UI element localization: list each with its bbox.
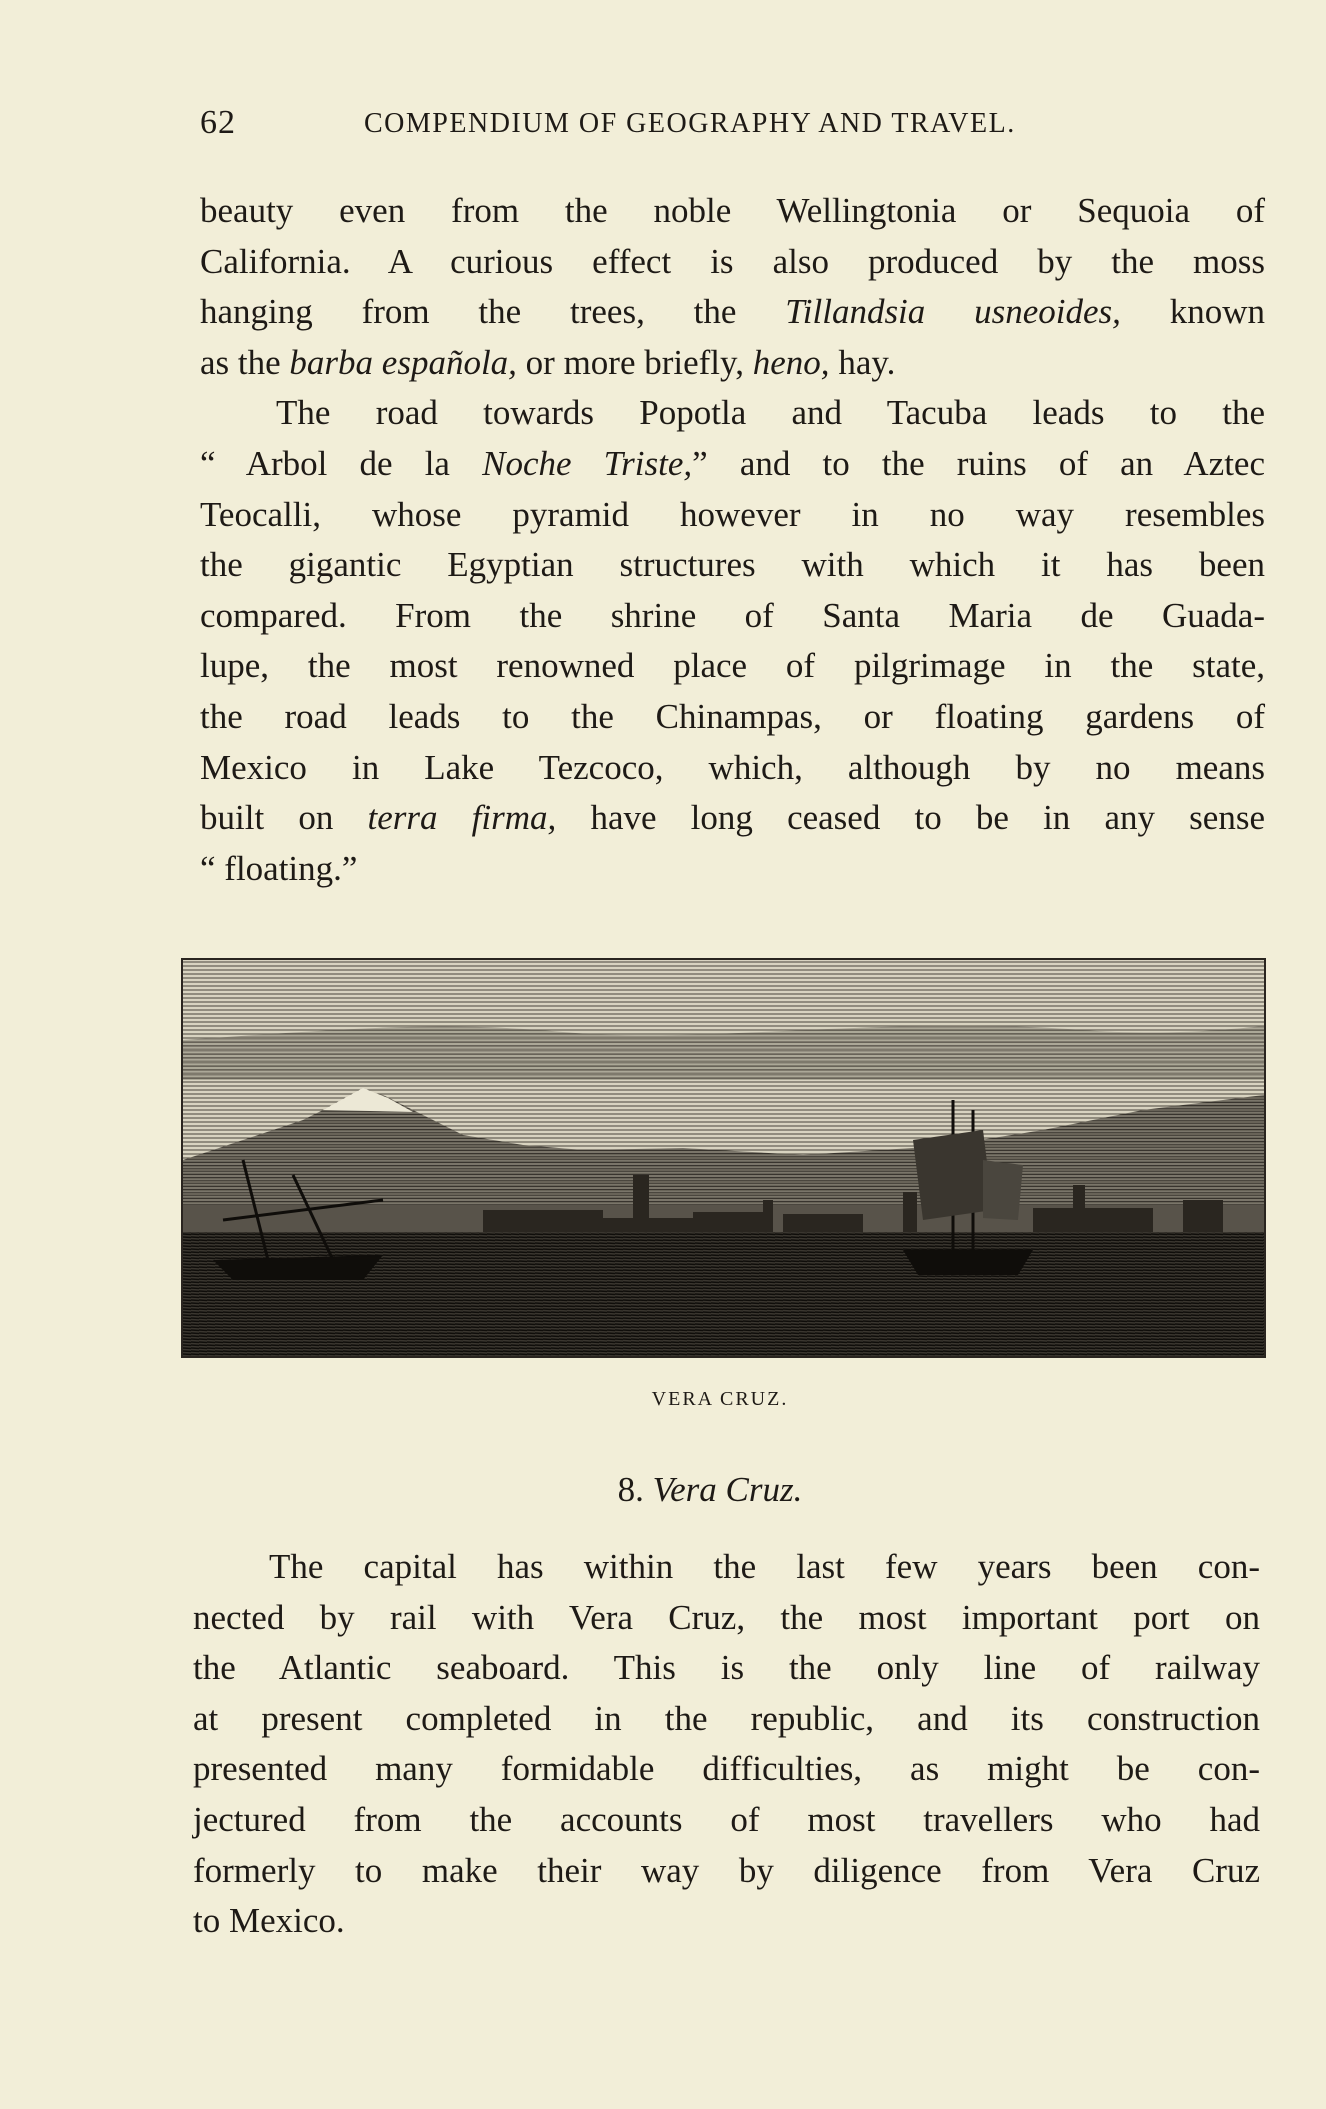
text-line: built on terra firma, have long ceased to be in any sense	[200, 798, 1265, 838]
paragraph-3	[193, 1542, 1260, 1947]
text-line: beauty even from the noble Wellingtonia or Sequoia of	[200, 191, 1265, 230]
text-line: California. A curious effect is also produced by the moss	[200, 241, 1265, 281]
italic-run: Noche Triste,	[482, 443, 693, 483]
text-line: formerly to make their way by diligence from Vera Cruz	[193, 1850, 1260, 1890]
text-line: the Atlantic seaboard. This is the only line of railway	[193, 1648, 1260, 1688]
text-line: the road leads to the Chinampas, or floating gardens of	[200, 696, 1265, 736]
text-line: Mexico in Lake Tezcoco, which, although by no means	[200, 747, 1265, 787]
text-line: nected by rail with Vera Cruz, the most important port on	[193, 1597, 1260, 1637]
text-line: as the barba española, or more briefly, heno, hay.	[200, 342, 896, 382]
text-line: hanging from the trees, the Tillandsia usneoides, known	[200, 292, 1265, 332]
italic-run: heno,	[752, 342, 830, 382]
text-line: the gigantic Egyptian structures with which it has been	[200, 545, 1265, 585]
italic-run: barba española,	[289, 342, 517, 382]
text-line: presented many formidable difficulties, as might be con-	[193, 1749, 1260, 1789]
paragraph-2	[200, 388, 1265, 894]
section-number: 8.	[617, 1470, 644, 1509]
vera-cruz-engraving	[181, 958, 1266, 1358]
italic-run: Tillandsia usneoides,	[785, 292, 1121, 332]
section-heading	[550, 1470, 870, 1510]
paragraph-1	[200, 186, 1265, 388]
figure-caption: VERA CRUZ.	[651, 1388, 789, 1410]
text-line: compared. From the shrine of Santa Maria de Guada-	[200, 595, 1265, 635]
text-line: Teocalli, whose pyramid however in no way resembles	[200, 494, 1265, 534]
text-line: “ floating.”	[200, 848, 358, 888]
section-title: Vera Cruz.	[652, 1470, 803, 1509]
italic-run: terra firma,	[367, 798, 557, 838]
text-block-upper	[200, 186, 1265, 894]
text-line: The road towards Popotla and Tacuba leads to the	[276, 393, 1265, 433]
text-block-lower	[193, 1542, 1260, 1947]
text-line: jectured from the accounts of most travellers who had	[193, 1799, 1260, 1839]
page-number: 62	[200, 104, 236, 141]
text-line: “ Arbol de la Noche Triste,” and to the ruins of an Aztec	[200, 443, 1265, 483]
text-line: lupe, the most renowned place of pilgrimage in the state,	[200, 646, 1265, 686]
text-line: at present completed in the republic, and its construction	[193, 1698, 1260, 1738]
text-line: The capital has within the last few years been con-	[269, 1547, 1260, 1586]
text-line: to Mexico.	[193, 1901, 345, 1941]
running-head: COMPENDIUM OF GEOGRAPHY AND TRAVEL.	[364, 108, 1016, 139]
page-header	[200, 104, 1265, 148]
